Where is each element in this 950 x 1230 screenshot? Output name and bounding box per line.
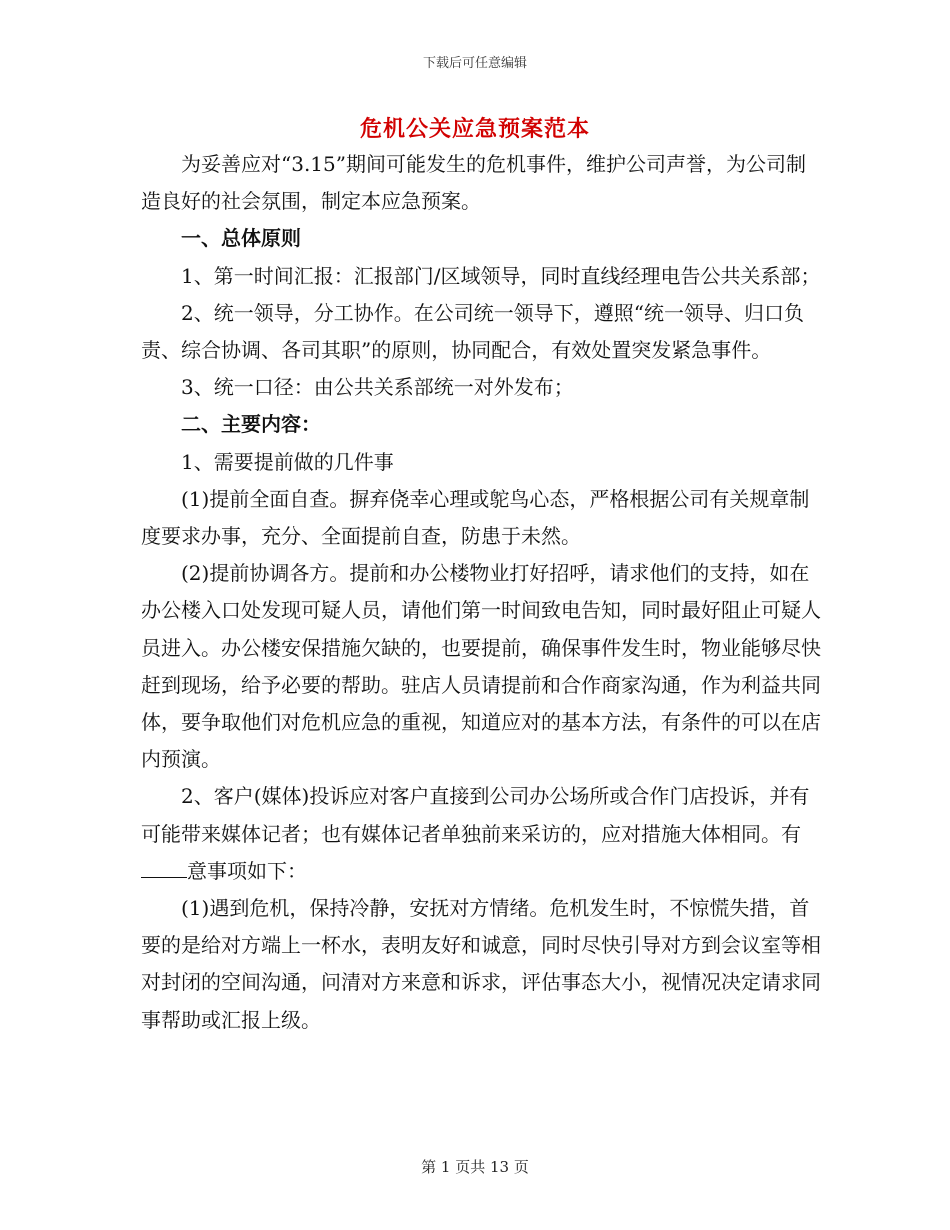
paragraph-6: (2)提前协调各方。提前和办公楼物业打好招呼，请求他们的支持，如在办公楼入口处发现可疑人员，请他们第一时间致电告知，同时最好阻止可疑人员进入。办公楼安保措施欠缺的，也要提前，确保事件发生时，物业能够尽快赶到现场，给予必要的帮助。驻店人员请提前和合作商家沟通，作为利益共同体，要争取他们对危机应急的重视，知道应对的基本方法，有条件的可以在店内预演。 (141, 561, 821, 772)
paragraph-7 (141, 778, 821, 890)
section-heading-1: 一、总体原则 (181, 226, 301, 251)
paragraph-3: 3、统一口径：由公共关系部统一对外发布； (181, 375, 574, 400)
paragraph-8: (1)遇到危机，保持冷静，安抚对方情绪。危机发生时，不惊慌失措，首要的是给对方端上一杯水，表明友好和诚意，同时尽快引导对方到会议室等相对封闭的空间沟通，问清对方来意和诉求，评估事态大小，视情况决定请求同事帮助或汇报上级。 (141, 896, 821, 1032)
header-note: 下载后可任意编辑 (422, 56, 527, 71)
blank-line (141, 859, 187, 878)
page-footer: 第 1 页共 13 页 (421, 1158, 529, 1176)
document-title: 危机公关应急预案范本 (359, 116, 590, 142)
paragraph-5: (1)提前全面自查。摒弃侥幸心理或鸵鸟心态，严格根据公司有关规章制度要求办事，充分、全面提前自查，防患于未然。 (141, 486, 810, 549)
paragraph-1: 1、第一时间汇报：汇报部门/区域领导，同时直线经理电告公共关系部； (181, 263, 821, 288)
paragraph-4: 1、需要提前做的几件事 (181, 449, 394, 474)
section-heading-2: 二、主要内容： (181, 412, 321, 437)
document-body (141, 146, 821, 1039)
paragraph-7-part-a: 2、客户(媒体)投诉应对客户直接到公司办公场所或合作门店投诉，并有可能带来媒体记者；也有媒体记者单独前来采访的，应对措施大体相同。有 (141, 784, 810, 846)
intro-paragraph: 为妥善应对“3.15”期间可能发生的危机事件，维护公司声誉，为公司制造良好的社会氛围，制定本应急预案。 (141, 152, 806, 214)
paragraph-7-part-b: 意事项如下： (187, 858, 307, 883)
paragraph-2: 2、统一领导，分工协作。在公司统一领导下，遵照“统一领导、归口负责、综合协调、各司其职”的原则，协同配合，有效处置突发紧急事件。 (141, 300, 804, 363)
